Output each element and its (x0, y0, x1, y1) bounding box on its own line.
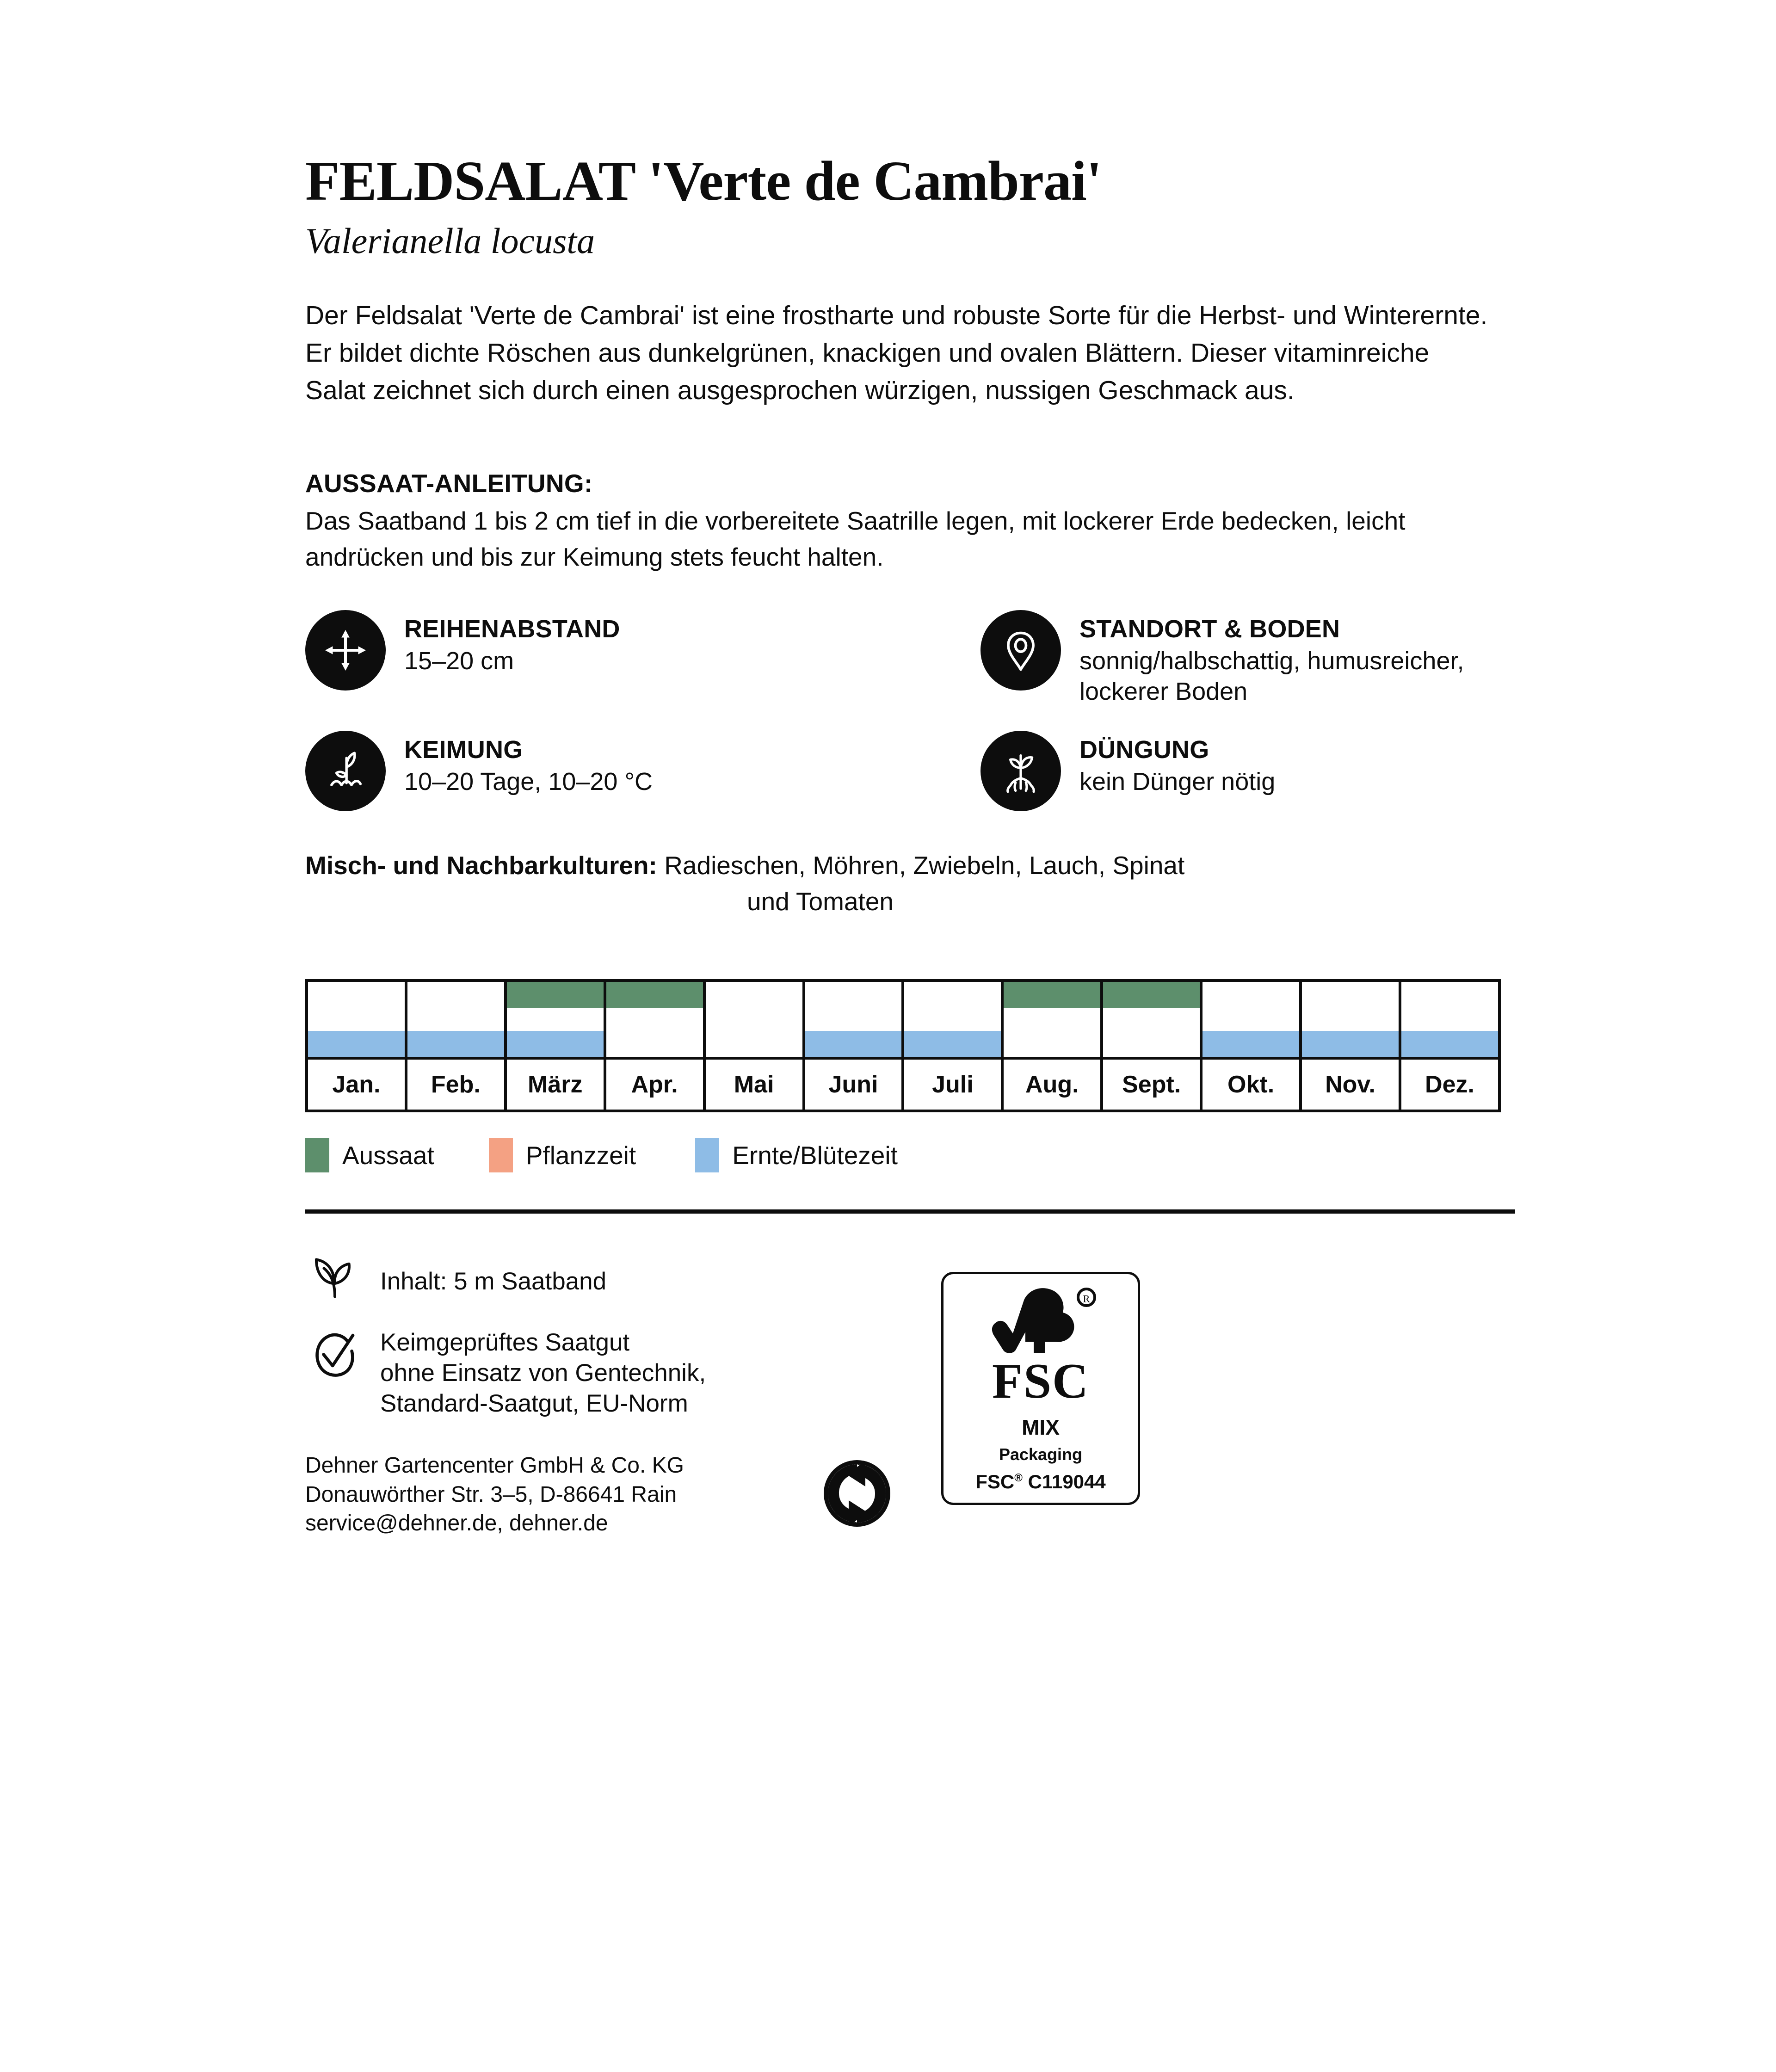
footer-quality-row (305, 1327, 1503, 1419)
calendar-bar-dez (1401, 982, 1498, 1057)
fsc-code-prefix: FSC (975, 1470, 1015, 1492)
calendar-month-sept: Sept. (1102, 1058, 1201, 1111)
calendar-seg-harvest-jan (308, 1031, 405, 1057)
calendar-cell-juni (804, 980, 903, 1058)
calendar-legend (305, 1138, 1503, 1172)
product-description: Der Feldsalat 'Verte de Cambrai' ist eine frostharte und robuste Sorte für die Herbst- und Winterernte. Er bildet dichte Röschen aus dunkelgrünen, knackigen und ovalen Blättern. Dieser vitaminreiche Salat zeichnet sich durch einen ausgesprochen würzigen, nussigen Geschmack aus. (305, 301, 1488, 406)
calendar-seg-harvest-dez (1401, 1031, 1498, 1057)
legend-label-pflanzzeit: Pflanzzeit (525, 1141, 636, 1170)
row-spacing-arrows-icon (305, 610, 386, 691)
info-value-fertilizing: kein Dünger nötig (1079, 767, 1276, 796)
footer (305, 1250, 1503, 1538)
legend-swatch-pflanzzeit (489, 1138, 513, 1172)
fsc-certification-badge (941, 1272, 1140, 1505)
calendar-month-dez: Dez. (1400, 1058, 1499, 1111)
sowing-instructions-heading: AUSSAAT-ANLEITUNG: (305, 469, 593, 498)
check-circle-icon (305, 1327, 364, 1384)
fsc-registered-mark: ® (1014, 1471, 1023, 1484)
calendar-bar-mai (706, 982, 802, 1057)
calendar-cell-juli (903, 980, 1002, 1058)
legend-item-erntezeit (695, 1138, 898, 1172)
calendar-month-jan: Jan. (307, 1058, 406, 1111)
crop-name: FELDSALAT (305, 150, 635, 212)
calendar-bar-maerz (507, 982, 604, 1057)
info-value-germination: 10–20 Tage, 10–20 °C (404, 767, 653, 796)
calendar-seg-harvest-maerz (507, 1031, 604, 1057)
calendar-month-juli: Juli (903, 1058, 1002, 1111)
calendar-month-apr: Apr. (605, 1058, 704, 1111)
company-contact: service@dehner.de, dehner.de (305, 1511, 608, 1536)
info-item-fertilizing (980, 731, 1503, 811)
calendar-month-feb: Feb. (406, 1058, 506, 1111)
calendar-cell-jan (307, 980, 406, 1058)
calendar-bar-aug (1004, 982, 1100, 1057)
calendar-cell-dez (1400, 980, 1499, 1058)
companion-plants-line1: Radieschen, Möhren, Zwiebeln, Lauch, Spinat (664, 851, 1185, 880)
legend-item-aussaat (305, 1138, 434, 1172)
calendar-cell-nov (1301, 980, 1400, 1058)
calendar-cell-apr (605, 980, 704, 1058)
calendar-months-row (307, 1058, 1499, 1111)
legend-item-pflanzzeit (489, 1138, 636, 1172)
calendar-bar-juni (805, 982, 902, 1057)
calendar-month-maerz: März (506, 1058, 605, 1111)
calendar-month-nov: Nov. (1301, 1058, 1400, 1111)
page-title (305, 150, 1503, 212)
calendar-bar-feb (407, 982, 504, 1057)
gruener-punkt-recycling-icon (822, 1459, 892, 1530)
info-item-row-spacing (305, 610, 980, 707)
calendar-bar-apr (606, 982, 703, 1057)
calendar-month-juni: Juni (804, 1058, 903, 1111)
fsc-code-number: C119044 (1022, 1470, 1106, 1492)
info-item-germination (305, 731, 980, 811)
info-value-row-spacing: 15–20 cm (404, 647, 514, 675)
calendar-cell-sept (1102, 980, 1201, 1058)
fsc-license-code (944, 1472, 1138, 1492)
calendar-bar-sept (1103, 982, 1200, 1057)
companion-plants (305, 847, 1503, 919)
location-pin-icon (980, 610, 1061, 691)
companion-plants-label: Misch- und Nachbarkulturen: (305, 851, 657, 880)
info-title-location-soil: STANDORT & BODEN (1079, 615, 1340, 643)
cultivar-name: 'Verte de Cambrai' (648, 150, 1102, 212)
calendar-month-okt: Okt. (1201, 1058, 1301, 1111)
calendar-seg-harvest-okt (1202, 1031, 1299, 1057)
two-leaf-sprout-icon (305, 1250, 364, 1304)
quality-statement (380, 1327, 706, 1419)
calendar-seg-harvest-juni (805, 1031, 902, 1057)
legend-label-aussaat: Aussaat (342, 1141, 434, 1170)
calendar-bar-juli (904, 982, 1001, 1057)
svg-text:R: R (1083, 1293, 1090, 1305)
legend-swatch-erntezeit (695, 1138, 719, 1172)
quality-line-3: Standard-Saatgut, EU-Norm (380, 1390, 688, 1418)
company-street: Donauwörther Str. 3–5, D-86641 Rain (305, 1482, 677, 1507)
fsc-grade: MIX (1022, 1415, 1060, 1439)
company-address (305, 1451, 1503, 1538)
fsc-wordmark: FSC (992, 1353, 1090, 1409)
info-value-location-soil: sonnig/halbschattig, humusreicher, lockerer Boden (1079, 647, 1464, 705)
calendar-cell-feb (406, 980, 506, 1058)
seedling-sprout-icon (305, 731, 386, 811)
calendar-cell-maerz (506, 980, 605, 1058)
company-name: Dehner Gartencenter GmbH & Co. KG (305, 1453, 684, 1478)
calendar-bar-nov (1302, 982, 1399, 1057)
calendar-cell-mai (704, 980, 804, 1058)
sowing-instructions-text: Das Saatband 1 bis 2 cm tief in die vorbereitete Saatrille legen, mit lockerer Erde bedecken, leicht andrücken und bis zur Keimung stets feucht halten. (305, 506, 1406, 572)
calendar-seg-sow-maerz (507, 982, 604, 1008)
calendar-seg-sow-apr (606, 982, 703, 1008)
calendar-bar-okt (1202, 982, 1299, 1057)
calendar-seg-harvest-feb (407, 1031, 504, 1057)
growing-info-grid (305, 610, 1503, 811)
quality-line-1: Keimgeprüftes Saatgut (380, 1328, 630, 1356)
legend-label-erntezeit: Ernte/Blütezeit (732, 1141, 898, 1170)
calendar-cell-okt (1201, 980, 1301, 1058)
calendar-month-aug: Aug. (1002, 1058, 1102, 1111)
calendar-bar-jan (308, 982, 405, 1057)
calendar-seg-sow-sept (1103, 982, 1200, 1008)
footer-content-row (305, 1250, 1503, 1304)
calendar-seg-sow-aug (1004, 982, 1100, 1008)
fsc-tree-checkmark-icon (982, 1286, 1099, 1356)
calendar-seg-harvest-juli (904, 1031, 1001, 1057)
calendar-cell-aug (1002, 980, 1102, 1058)
info-title-row-spacing: REIHENABSTAND (404, 615, 620, 643)
sowing-harvest-calendar (305, 979, 1501, 1112)
botanical-name: Valerianella locusta (305, 221, 595, 261)
content-amount: Inhalt: 5 m Saatband (380, 1267, 607, 1295)
info-title-fertilizing: DÜNGUNG (1079, 736, 1209, 764)
calendar-month-mai: Mai (704, 1058, 804, 1111)
info-title-germination: KEIMUNG (404, 736, 523, 764)
calendar-bars-row (307, 980, 1499, 1058)
fsc-scope: Packaging (999, 1444, 1083, 1464)
quality-line-2: ohne Einsatz von Gentechnik, (380, 1359, 706, 1387)
calendar-seg-harvest-nov (1302, 1031, 1399, 1057)
info-item-location-soil (980, 610, 1503, 707)
companion-plants-line2: und Tomaten (747, 887, 894, 916)
plant-with-roots-icon (980, 731, 1061, 811)
footer-divider (305, 1209, 1515, 1214)
legend-swatch-aussaat (305, 1138, 329, 1172)
